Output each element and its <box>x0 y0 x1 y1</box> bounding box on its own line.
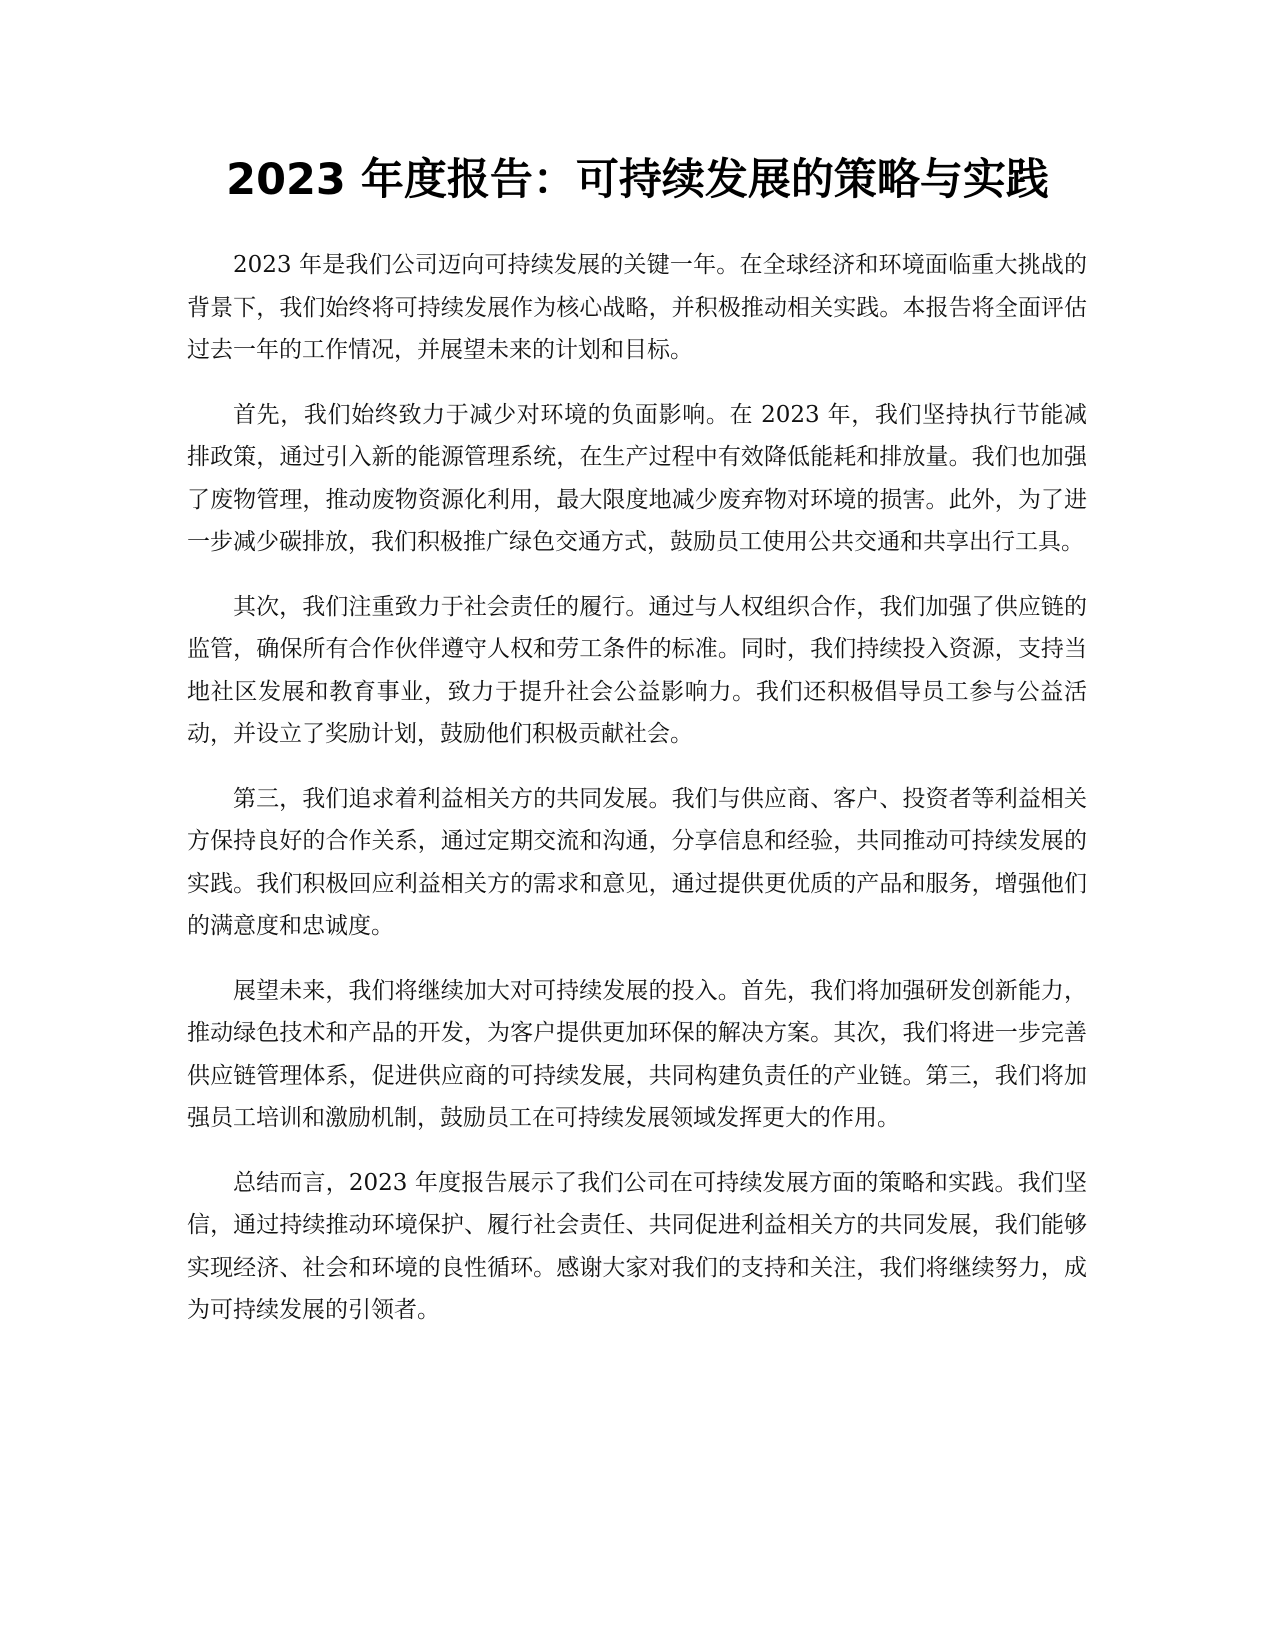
paragraph-outlook: 展望未来，我们将继续加大对可持续发展的投入。首先，我们将加强研发创新能力，推动绿色技术和产品的开发，为客户提供更加环保的解决方案。其次，我们将进一步完善供应链管理体系，促进供应商的可持续发展，共同构建负责任的产业链。第三，我们将加强员工培训和激励机制，鼓励员工在可持续发展领域发挥更大的作用。 <box>187 977 1087 1131</box>
paragraph-stakeholders: 第三，我们追求着利益相关方的共同发展。我们与供应商、客户、投资者等利益相关方保持良好的合作关系，通过定期交流和沟通，分享信息和经验，共同推动可持续发展的实践。我们积极回应利益相关方的需求和意见，通过提供更优质的产品和服务，增强他们的满意度和忠诚度。 <box>187 785 1087 939</box>
document-body <box>187 244 1087 1354</box>
paragraph-conclusion: 总结而言，2023 年度报告展示了我们公司在可持续发展方面的策略和实践。我们坚信，通过持续推动环境保护、履行社会责任、共同促进利益相关方的共同发展，我们能够实现经济、社会和环境的良性循环。感谢大家对我们的支持和关注，我们将继续努力，成为可持续发展的引领者。 <box>187 1169 1087 1323</box>
document-title: 2023 年度报告：可持续发展的策略与实践 <box>226 155 1049 205</box>
paragraph-environment: 首先，我们始终致力于减少对环境的负面影响。在 2023 年，我们坚持执行节能减排政策，通过引入新的能源管理系统，在生产过程中有效降低能耗和排放量。我们也加强了废物管理，推动废物资源化利用，最大限度地减少废弃物对环境的损害。此外，为了进一步减少碳排放，我们积极推广绿色交通方式，鼓励员工使用公共交通和共享出行工具。 <box>187 401 1087 555</box>
paragraph-intro: 2023 年是我们公司迈向可持续发展的关键一年。在全球经济和环境面临重大挑战的背景下，我们始终将可持续发展作为核心战略，并积极推动相关实践。本报告将全面评估过去一年的工作情况，并展望未来的计划和目标。 <box>187 252 1087 363</box>
paragraph-social-responsibility: 其次，我们注重致力于社会责任的履行。通过与人权组织合作，我们加强了供应链的监管，确保所有合作伙伴遵守人权和劳工条件的标准。同时，我们持续投入资源，支持当地社区发展和教育事业，致力于提升社会公益影响力。我们还积极倡导员工参与公益活动，并设立了奖励计划，鼓励他们积极贡献社会。 <box>187 593 1087 747</box>
